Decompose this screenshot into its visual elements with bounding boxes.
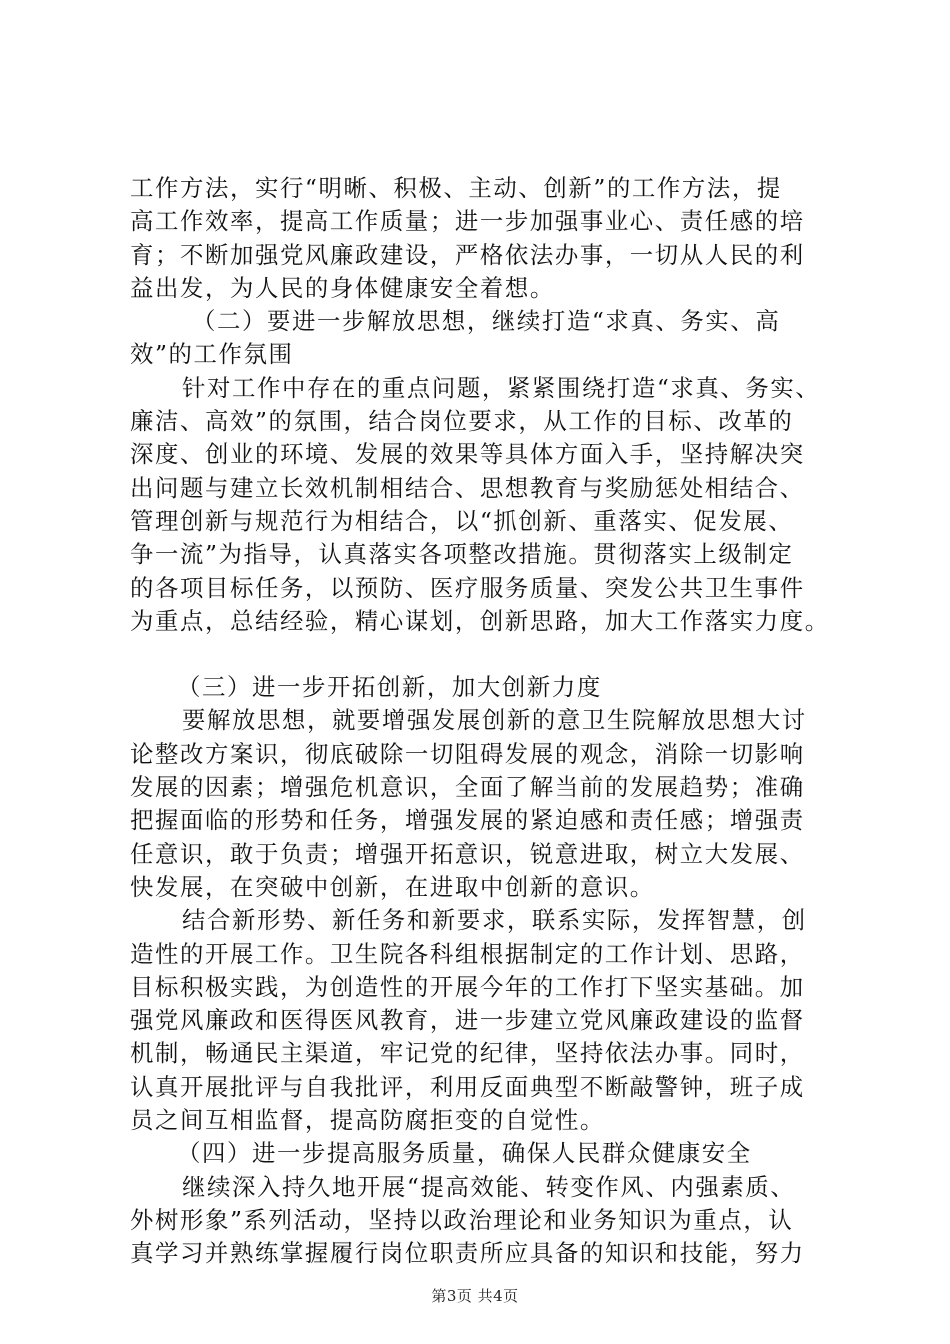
paragraph-line: 任意识，敢于负责；增强开拓意识，锐意进取，树立大发展、 bbox=[130, 839, 805, 868]
paragraph-line: 育；不断加强党风廉政建设，严格依法办事，一切从人民的利 bbox=[130, 240, 805, 269]
paragraph-line: 廉洁、高效”的氛围，结合岗位要求，从工作的目标、改革的 bbox=[130, 407, 794, 436]
section-heading-3: （三）进一步开拓创新，加大创新力度 bbox=[177, 673, 602, 702]
paragraph-line: 益出发，为人民的身体健康安全着想。 bbox=[130, 273, 555, 302]
paragraph-line: 真学习并熟练掌握履行岗位职责所应具备的知识和技能，努力 bbox=[130, 1239, 805, 1268]
paragraph-line: 出问题与建立长效机制相结合、思想教育与奖励惩处相结合、 bbox=[130, 473, 805, 502]
paragraph-line: 机制，畅通民主渠道，牢记党的纪律，坚持依法办事。同时， bbox=[130, 1039, 805, 1068]
document-body bbox=[130, 172, 830, 1271]
paragraph-line: 强党风廉政和医得医风教育，进一步建立党风廉政建设的监督 bbox=[130, 1006, 805, 1035]
paragraph-line: 员之间互相监督，提高防腐拒变的自觉性。 bbox=[130, 1106, 605, 1135]
paragraph-line: 快发展，在突破中创新，在进取中创新的意识。 bbox=[130, 872, 655, 901]
paragraph-line: 把握面临的形势和任务，增强发展的紧迫感和责任感；增强责 bbox=[130, 806, 805, 835]
paragraph-line: 论整改方案识，彻底破除一切阻碍发展的观念，消除一切影响 bbox=[130, 739, 805, 768]
paragraph-line: 为重点，总结经验，精心谋划，创新思路，加大工作落实力度。 bbox=[130, 606, 830, 635]
paragraph-line: 针对工作中存在的重点问题，紧紧围绕打造“求真、务实、 bbox=[182, 373, 821, 402]
paragraph-line: 要解放思想，就要增强发展创新的意卫生院解放思想大讨 bbox=[182, 706, 807, 735]
paragraph-line: 工作方法，实行“明晰、积极、主动、创新”的工作方法，提 bbox=[130, 174, 782, 202]
paragraph-line: 管理创新与规范行为相结合，以“抓创新、重落实、促发展、 bbox=[130, 506, 794, 535]
paragraph-line: 继续深入持久地开展“提高效能、转变作风、内强素质、 bbox=[182, 1172, 796, 1201]
section-heading-2: （二）要进一步解放思想，继续打造“求真、务实、高 bbox=[192, 307, 781, 336]
page-number-footer: 第3页 共4页 bbox=[431, 1287, 519, 1305]
paragraph-line: 的各项目标任务，以预防、医疗服务质量、突发公共卫生事件 bbox=[130, 573, 805, 602]
paragraph-line: 争一流”为指导，认真落实各项整改措施。贯彻落实上级制定 bbox=[130, 540, 794, 569]
section-heading-2-cont: 效”的工作氛围 bbox=[130, 340, 294, 369]
section-heading-4: （四）进一步提高服务质量，确保人民群众健康安全 bbox=[177, 1139, 752, 1168]
paragraph-line: 深度、创业的环境、发展的效果等具体方面入手，坚持解决突 bbox=[130, 440, 805, 469]
paragraph-line: 目标积极实践，为创造性的开展今年的工作打下坚实基础。加 bbox=[130, 972, 805, 1001]
paragraph-line: 造性的开展工作。卫生院各科组根据制定的工作计划、思路， bbox=[130, 939, 805, 968]
paragraph-line: 认真开展批评与自我批评，利用反面典型不断敲警钟，班子成 bbox=[130, 1072, 805, 1101]
paragraph-line: 发展的因素；增强危机意识，全面了解当前的发展趋势；准确 bbox=[130, 773, 805, 802]
blank-line bbox=[130, 638, 830, 671]
paragraph-line: 结合新形势、新任务和新要求，联系实际，发挥智慧，创 bbox=[182, 906, 807, 935]
paragraph-line: 外树形象”系列活动，坚持以政治理论和业务知识为重点，认 bbox=[130, 1205, 794, 1234]
paragraph-line: 高工作效率，提高工作质量；进一步加强事业心、责任感的培 bbox=[130, 207, 805, 236]
